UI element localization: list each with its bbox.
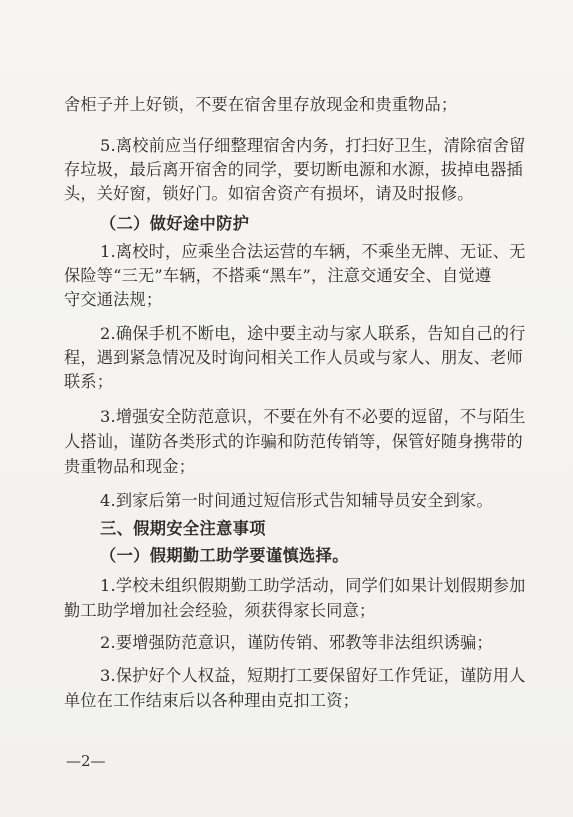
section-subheading: （一）假期勤工助学要谨慎选择。	[100, 546, 349, 565]
body-line: 存垃圾，最后离开宿舍的同学，要切断电源和水源，拔掉电器插	[64, 160, 523, 179]
body-line: 人搭讪，谨防各类形式的诈骗和防范传销等，保管好随身携带的	[64, 432, 523, 451]
body-line: 单位在工作结束后以各种理由克扣工资；	[64, 691, 359, 710]
body-line: 贵重物品和现金；	[64, 457, 196, 476]
page-number: —2—	[66, 752, 106, 770]
body-line: 2.要增强防范意识，谨防传销、邪教等非法组织诱骗；	[100, 633, 493, 652]
body-line: 勤工助学增加社会经验，须获得家长同意；	[64, 601, 376, 620]
body-line: 5.离校前应当仔细整理宿舍内务，打扫好卫生，清除宿舍留	[100, 136, 526, 155]
body-line: 联系；	[64, 372, 114, 391]
body-line: 1.离校时，应乘坐合法运营的车辆，不乘坐无牌、无证、无	[100, 242, 526, 261]
section-subheading: （二）做好途中防护	[100, 214, 250, 233]
body-line: 程，遇到紧急情况及时询问相关工作人员或与家人、朋友、老师	[64, 348, 523, 367]
body-line: 4.到家后第一时间通过短信形式告知辅导员安全到家。	[100, 491, 493, 510]
body-line: 2.确保手机不断电，途中要主动与家人联系，告知自己的行	[100, 324, 526, 343]
body-line: 守交通法规；	[64, 290, 163, 309]
body-line: 3.保护好个人权益，短期打工要保留好工作凭证，谨防用人	[100, 666, 526, 685]
body-line: 舍柜子并上好锁，不要在宿舍里存放现金和贵重物品；	[64, 95, 458, 114]
body-line: 1.学校未组织假期勤工助学活动，同学们如果计划假期参加	[100, 576, 526, 595]
body-line: 3.增强安全防范意识，不要在外有不必要的逗留，不与陌生	[100, 407, 526, 426]
section-heading: 三、假期安全注意事项	[100, 519, 266, 538]
body-line: 头，关好窗，锁好门。如宿舍资产有损坏，请及时报修。	[64, 184, 474, 203]
body-line: 保险等“三无”车辆，不搭乘“黑车”，注意交通安全、自觉遵	[64, 266, 492, 285]
